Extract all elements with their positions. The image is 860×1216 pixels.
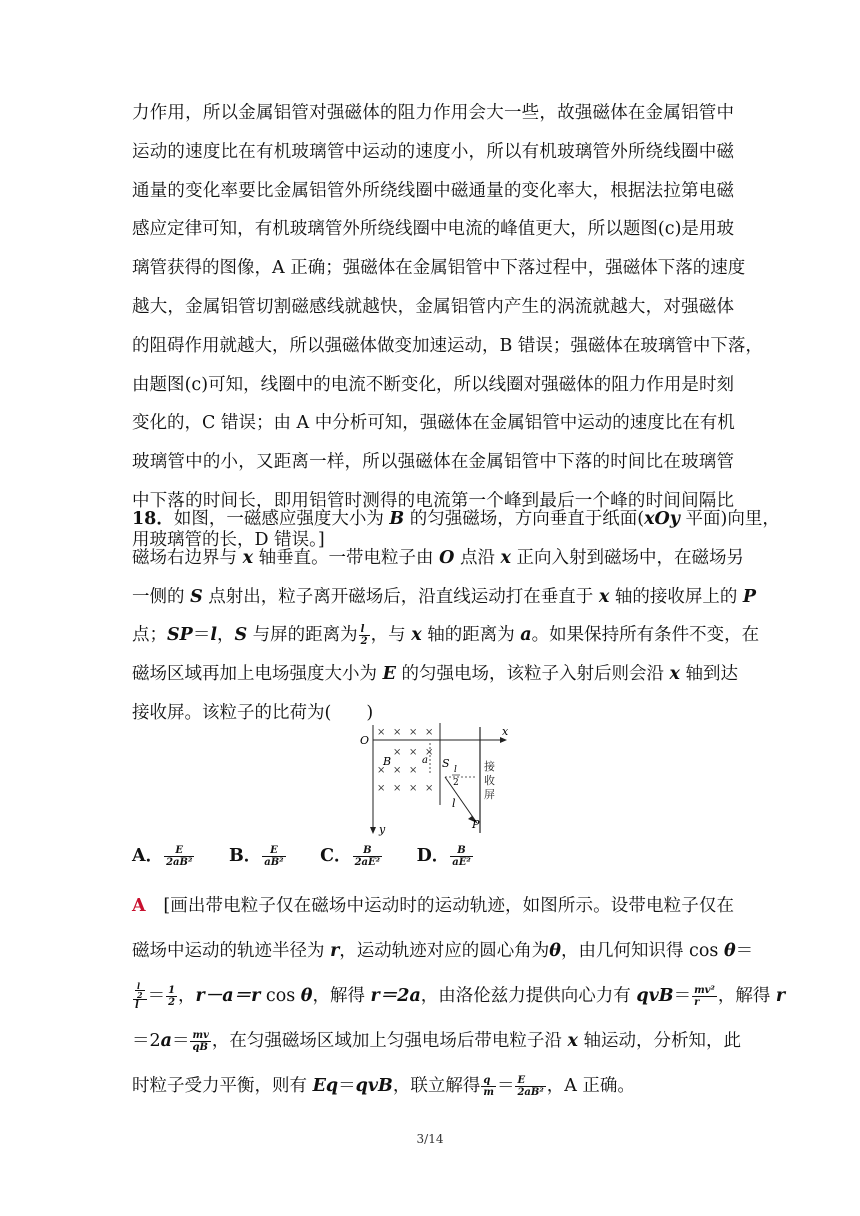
text: ，解得 (717, 986, 776, 1006)
choice-d[interactable] (417, 842, 474, 868)
text: ，由洛伦兹力提供向心力有 (420, 986, 637, 1006)
text: ＝ (735, 941, 754, 961)
field-cross: × (409, 765, 418, 776)
fraction-mv2-over-r (692, 985, 717, 1008)
text: ＝ (338, 1076, 356, 1096)
text: ， (178, 986, 196, 1006)
var: xOy (644, 509, 680, 529)
text-line (132, 616, 760, 655)
field-cross: × (409, 727, 418, 738)
field-cross: × (377, 783, 386, 794)
text: 点沿 (454, 547, 501, 568)
numerator: l (135, 982, 145, 991)
text: ＝2 (132, 1031, 161, 1051)
text: 磁场右边界与 (132, 547, 243, 568)
text-line (132, 1064, 734, 1109)
fraction-q-over-m (481, 1075, 496, 1098)
label-B: B (383, 755, 392, 768)
choice-letter: D． (416, 846, 450, 866)
fraction-mv-over-qB (190, 1030, 210, 1053)
fraction-result (515, 1075, 545, 1098)
fraction-l-over-2 (359, 624, 370, 647)
choice-fraction (164, 845, 194, 868)
text: ，解得 (312, 986, 371, 1006)
denominator: 2 (360, 636, 368, 648)
text: cos (260, 986, 301, 1006)
text: 轴的接收屏上的 (609, 586, 743, 607)
answer-explanation (132, 884, 786, 1109)
text: 的匀强电场，该粒子入射后则会沿 (395, 664, 670, 685)
fraction-half-l-over-l (133, 982, 147, 1011)
choice-a[interactable] (132, 842, 195, 868)
numerator: B (353, 845, 382, 857)
screen-label-char: 收 (484, 774, 495, 787)
field-cross: × (393, 747, 402, 758)
field-cross: × (409, 783, 418, 794)
label-half-l-num: l (454, 765, 457, 775)
text: [画出带电粒子仅在磁场中运动时的运动轨迹，如图所示。设带电粒子仅在 (163, 896, 735, 916)
text: 平面)向里， (679, 509, 780, 529)
var: θ (723, 941, 736, 961)
numerator: 1 (168, 985, 176, 996)
text-line (132, 884, 734, 929)
text: 磁场中运动的轨迹半径为 (132, 941, 331, 961)
var: r－a＝r (195, 986, 261, 1006)
text: 时粒子受力平衡，则有 (132, 1076, 313, 1096)
numerator: B (450, 845, 472, 857)
text: ＝ (192, 625, 211, 646)
choice-letter: B． (228, 846, 262, 866)
prev-explanation (132, 94, 763, 560)
text: ，A 正确。 (546, 1076, 635, 1096)
numerator: mv (192, 1030, 209, 1041)
text: 轴运动，分析知，此 (577, 1031, 741, 1051)
field-cross: × (425, 747, 434, 758)
field-cross: × (409, 747, 418, 758)
text: 点； (132, 625, 167, 646)
var: l (210, 625, 217, 646)
choice-fraction (353, 845, 382, 868)
question-number: 18． (132, 509, 174, 529)
text-line: 越大，金属铝管切割磁感线就越快，金属铝管内产生的涡流就越大，对强磁体 (132, 296, 734, 317)
var: r (330, 941, 340, 961)
denominator: 2aE² (354, 857, 381, 868)
label-a: a (422, 755, 428, 766)
figure-svg (355, 715, 515, 845)
answer-key: A (132, 896, 146, 916)
text: ＝ (171, 1031, 190, 1051)
var: x (500, 547, 511, 568)
field-cross: × (425, 783, 434, 794)
denominator: aB² (264, 857, 284, 868)
var: x (411, 625, 422, 646)
text: ，在匀强磁场区域加上匀强电场后带电粒子沿 (211, 1031, 568, 1051)
label-S: S (442, 757, 450, 770)
denominator: 2aB² (166, 857, 193, 868)
text-line: 感应定律可知，有机玻璃管外所绕线圈中电流的峰值更大，所以题图(c)是用玻 (132, 219, 734, 240)
var: θ (300, 986, 313, 1006)
text: 轴的距离为 (421, 625, 521, 646)
text: ，运动轨迹对应的圆心角为 (339, 941, 550, 961)
field-cross: × (393, 783, 402, 794)
text: ，由几何知识得 cos (560, 941, 724, 961)
label-half-l-den: 2 (453, 778, 459, 788)
var: a (160, 1031, 172, 1051)
var: S (190, 586, 203, 607)
var: qvB (636, 986, 674, 1006)
text-line: 力作用，所以金属铝管对强磁体的阻力作用会大一些，故强磁体在金属铝管中 (132, 103, 734, 123)
label-l: l (452, 797, 456, 810)
denominator: l (135, 1000, 139, 1011)
denominator: aE² (452, 857, 471, 868)
text: ＝ (496, 1076, 515, 1096)
var: B (389, 509, 405, 529)
text-line (132, 655, 739, 694)
text-line: 通量的变化率要比金属铝管外所绕线圈中磁通量的变化率大，根据法拉第电磁 (132, 180, 734, 201)
choices (132, 842, 502, 868)
choice-fraction (262, 845, 285, 868)
text: 一侧的 (132, 586, 191, 607)
text-line (132, 1019, 741, 1064)
numerator: E (164, 845, 194, 857)
text: ， (216, 625, 235, 646)
field-cross: × (377, 727, 386, 738)
denominator: 2 (137, 990, 143, 1000)
text: 磁场区域再加上电场强度大小为 (132, 664, 383, 685)
screen-label-char: 屏 (484, 788, 495, 801)
label-O: O (360, 734, 370, 747)
choice-letter: A． (132, 846, 164, 866)
text-line: 由题图(c)可知，线圈中的电流不断变化，所以线圈对强磁体的阻力作用是时刻 (132, 374, 734, 395)
var: θ (549, 941, 561, 961)
var: O (439, 547, 455, 568)
text-line: 变化的，C 错误；由 A 中分析可知，强磁体在金属铝管中运动的速度比在有机 (132, 413, 735, 434)
numerator: mv² (694, 985, 715, 996)
nested-fraction (135, 982, 145, 999)
var: r (775, 986, 786, 1006)
numerator: q (481, 1075, 496, 1087)
var: S (234, 625, 248, 646)
text: 轴到达 (679, 664, 739, 685)
field-cross: × (393, 765, 402, 776)
var: E (382, 664, 396, 685)
var: qvB (355, 1076, 393, 1096)
numerator (133, 982, 147, 1000)
text: 正向入射到磁场中，在磁场另 (510, 547, 745, 568)
denominator: r (694, 997, 700, 1008)
var: P (742, 586, 757, 607)
label-P: P (472, 818, 480, 831)
text: 点射出，粒子离开磁场后，沿直线运动打在垂直于 (202, 586, 599, 607)
text-line (132, 974, 786, 1019)
choice-letter: C． (320, 846, 352, 866)
field-cross: × (377, 765, 386, 776)
text-line: 的阻碍作用就越大，所以强磁体做变加速运动，B 错误；强磁体在玻璃管中下落， (132, 335, 763, 356)
var: x (242, 547, 253, 568)
text-line (132, 500, 780, 539)
denominator: qB (192, 1042, 208, 1053)
var: x (669, 664, 680, 685)
numerator: l (359, 624, 370, 636)
text: 的匀强磁场，方向垂直于纸面( (404, 509, 645, 529)
field-cross: × (393, 727, 402, 738)
var: SP (167, 625, 193, 646)
magnetic-field-figure (355, 715, 515, 845)
var: x (598, 586, 610, 607)
denominator: 2aB² (517, 1087, 544, 1098)
text: 与屏的距离为 (247, 625, 358, 646)
text-line: 璃管获得的图像，A 正确；强磁体在金属铝管中下落过程中，强磁体下落的速度 (132, 258, 746, 279)
var: r＝2a (370, 986, 421, 1006)
fraction-one-half (166, 985, 177, 1008)
var: a (520, 625, 532, 646)
numerator: E (515, 1075, 545, 1087)
text: ，联立解得 (392, 1076, 481, 1096)
text-line: 玻璃管中的小，又距离一样，所以强磁体在金属铝管中下落的时间比在玻璃管 (132, 452, 734, 473)
denominator: 2 (168, 997, 176, 1008)
var: x (567, 1031, 578, 1051)
screen-label-char: 接 (484, 760, 495, 773)
choice-c[interactable] (320, 842, 383, 868)
text-line: 中下落的时间长，即用铝管时测得的电流第一个峰到最后一个峰的时间间隔比 (132, 490, 734, 511)
question-18 (132, 500, 780, 733)
page-number: 3/14 (416, 1132, 444, 1146)
label-y: y (379, 823, 386, 836)
var: Eq (312, 1076, 339, 1096)
text-line: 用玻璃管的长，D 错误。] (132, 529, 325, 550)
text: 如图，一磁感应强度大小为 (173, 509, 390, 529)
text: ＝ (147, 986, 166, 1006)
label-x: x (502, 725, 509, 738)
text-line (132, 578, 757, 617)
text-line: 接收屏。该粒子的比荷为( ) (132, 702, 374, 723)
text: ，与 (370, 625, 412, 646)
numerator: E (262, 845, 285, 857)
choice-b[interactable] (229, 842, 287, 868)
text: 轴垂直。一带电粒子由 (253, 547, 440, 568)
text: 。如果保持所有条件不变，在 (531, 625, 760, 646)
text-line (132, 539, 745, 578)
denominator: m (483, 1087, 494, 1098)
text: ＝ (673, 986, 692, 1006)
text-line (132, 929, 754, 974)
text-line: 运动的速度比在有机玻璃管中运动的速度小，所以有机玻璃管外所绕线圈中磁 (132, 141, 734, 162)
choice-fraction (450, 845, 472, 868)
field-cross: × (425, 727, 434, 738)
